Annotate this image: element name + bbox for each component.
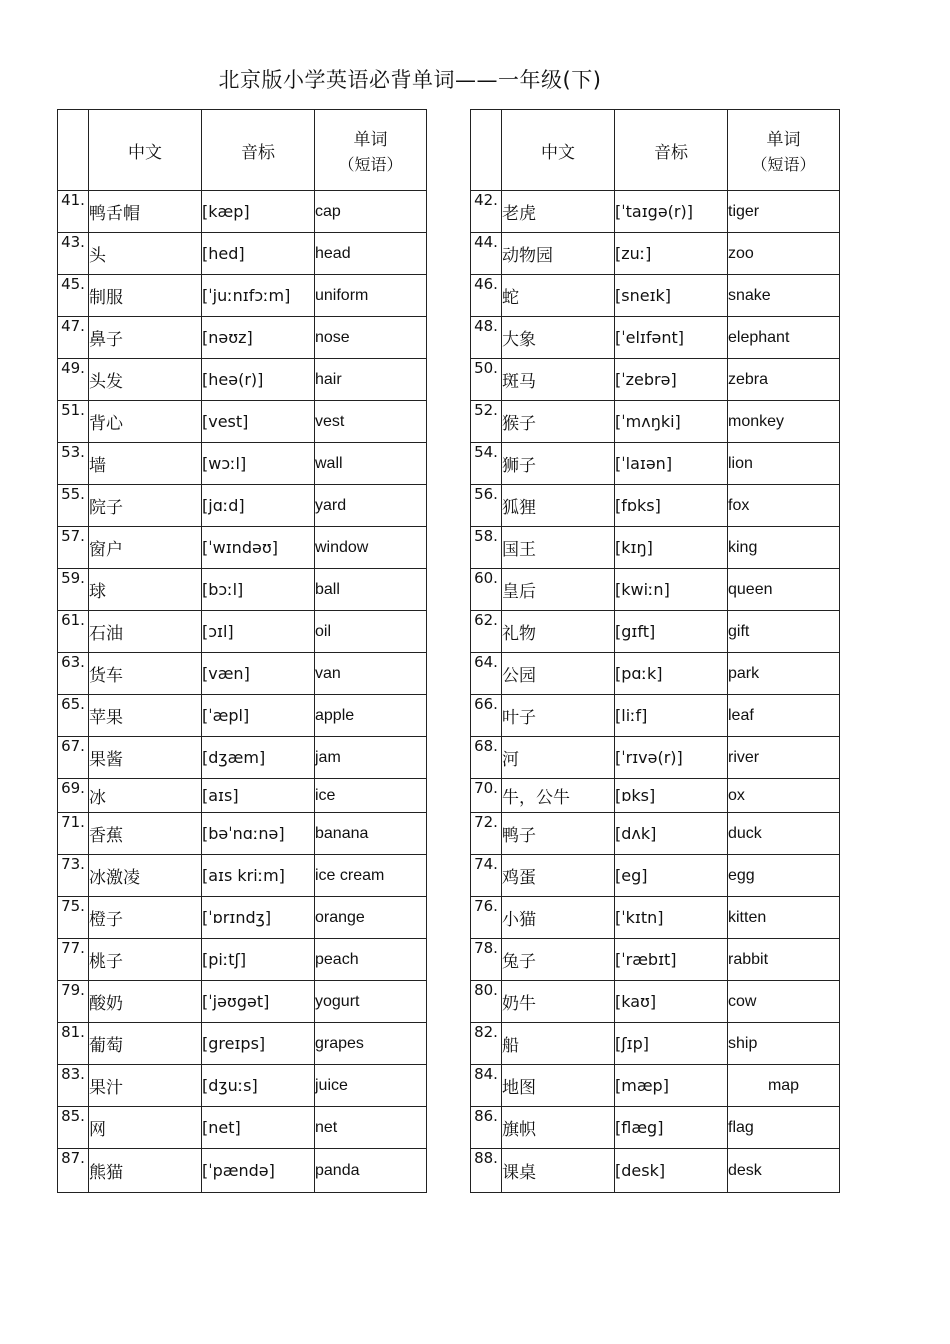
table-row — [471, 317, 840, 359]
row-number: 73. — [58, 855, 89, 897]
chinese-cell: 地图 — [502, 1065, 615, 1107]
word-cell: zoo — [728, 233, 840, 275]
chinese-cell: 鸡蛋 — [502, 855, 615, 897]
chinese-cell: 课桌 — [502, 1149, 615, 1193]
phonetic-cell: [zuː] — [615, 233, 728, 275]
phonetic-cell: [bəˈnɑːnə] — [202, 813, 315, 855]
word-cell: yard — [315, 485, 427, 527]
phonetic-cell: [ɔɪl] — [202, 611, 315, 653]
chinese-cell: 国王 — [502, 527, 615, 569]
row-number: 49. — [58, 359, 89, 401]
row-number: 45. — [58, 275, 89, 317]
table-row — [58, 317, 427, 359]
row-number: 71. — [58, 813, 89, 855]
phonetic-cell: [ˈrɪvə(r)] — [615, 737, 728, 779]
word-cell: cow — [728, 981, 840, 1023]
row-number: 46. — [471, 275, 502, 317]
table-row — [58, 611, 427, 653]
phonetic-cell: [ˈjuːnɪfɔːm] — [202, 275, 315, 317]
phonetic-cell: [kwiːn] — [615, 569, 728, 611]
phonetic-cell: [ˈlaɪən] — [615, 443, 728, 485]
phonetic-cell: [desk] — [615, 1149, 728, 1193]
phonetic-cell: [hed] — [202, 233, 315, 275]
chinese-cell: 货车 — [89, 653, 202, 695]
word-cell: rabbit — [728, 939, 840, 981]
table-row — [58, 1065, 427, 1107]
word-cell: desk — [728, 1149, 840, 1193]
word-cell: ball — [315, 569, 427, 611]
table-row — [58, 737, 427, 779]
chinese-cell: 酸奶 — [89, 981, 202, 1023]
chinese-cell: 葡萄 — [89, 1023, 202, 1065]
table-row — [58, 527, 427, 569]
phonetic-cell: [kæp] — [202, 191, 315, 233]
word-cell: juice — [315, 1065, 427, 1107]
phonetic-cell: [ɒks] — [615, 779, 728, 813]
word-cell: tiger — [728, 191, 840, 233]
table-row — [471, 695, 840, 737]
row-number: 78. — [471, 939, 502, 981]
word-cell: flag — [728, 1107, 840, 1149]
phonetic-cell: [væn] — [202, 653, 315, 695]
header-word-sub: （短语） — [338, 155, 403, 174]
chinese-cell: 桃子 — [89, 939, 202, 981]
table-row — [471, 855, 840, 897]
header-chinese: 中文 — [502, 110, 615, 191]
table-row — [471, 939, 840, 981]
word-cell: king — [728, 527, 840, 569]
word-cell: fox — [728, 485, 840, 527]
phonetic-cell: [sneɪk] — [615, 275, 728, 317]
table-row — [471, 359, 840, 401]
header-number — [58, 110, 89, 191]
table-header-row — [58, 110, 427, 191]
phonetic-cell: [flæg] — [615, 1107, 728, 1149]
chinese-cell: 斑马 — [502, 359, 615, 401]
phonetic-cell: [ˈpændə] — [202, 1149, 315, 1193]
phonetic-cell: [ˈtaɪgə(r)] — [615, 191, 728, 233]
table-row — [58, 855, 427, 897]
word-cell: nose — [315, 317, 427, 359]
word-cell: kitten — [728, 897, 840, 939]
vocab-table-left — [57, 109, 427, 1193]
phonetic-cell: [ˈɒrɪndʒ] — [202, 897, 315, 939]
table-header-row — [471, 110, 840, 191]
chinese-cell: 鼻子 — [89, 317, 202, 359]
chinese-cell: 船 — [502, 1023, 615, 1065]
table-row — [58, 779, 427, 813]
word-cell: ice cream — [315, 855, 427, 897]
phonetic-cell: [pɑːk] — [615, 653, 728, 695]
phonetic-cell: [ʃɪp] — [615, 1023, 728, 1065]
word-cell: ox — [728, 779, 840, 813]
word-cell: egg — [728, 855, 840, 897]
chinese-cell: 冰 — [89, 779, 202, 813]
header-word — [728, 110, 840, 191]
row-number: 61. — [58, 611, 89, 653]
row-number: 76. — [471, 897, 502, 939]
row-number: 66. — [471, 695, 502, 737]
table-row — [471, 653, 840, 695]
chinese-cell: 苹果 — [89, 695, 202, 737]
header-phonetic: 音标 — [202, 110, 315, 191]
word-cell: vest — [315, 401, 427, 443]
phonetic-cell: [kɪŋ] — [615, 527, 728, 569]
table-row — [58, 1107, 427, 1149]
table-row — [58, 275, 427, 317]
phonetic-cell: [heə(r)] — [202, 359, 315, 401]
word-cell: monkey — [728, 401, 840, 443]
row-number: 80. — [471, 981, 502, 1023]
row-number: 50. — [471, 359, 502, 401]
chinese-cell: 果酱 — [89, 737, 202, 779]
chinese-cell: 橙子 — [89, 897, 202, 939]
word-cell: net — [315, 1107, 427, 1149]
word-cell: panda — [315, 1149, 427, 1193]
table-row — [471, 1107, 840, 1149]
row-number: 85. — [58, 1107, 89, 1149]
phonetic-cell: [bɔːl] — [202, 569, 315, 611]
table-row — [471, 779, 840, 813]
chinese-cell: 老虎 — [502, 191, 615, 233]
word-cell: hair — [315, 359, 427, 401]
chinese-cell: 石油 — [89, 611, 202, 653]
table-row — [471, 191, 840, 233]
row-number: 44. — [471, 233, 502, 275]
table-row — [471, 897, 840, 939]
word-cell: window — [315, 527, 427, 569]
table-row — [58, 1023, 427, 1065]
word-cell: snake — [728, 275, 840, 317]
row-number: 58. — [471, 527, 502, 569]
row-number: 67. — [58, 737, 89, 779]
chinese-cell: 球 — [89, 569, 202, 611]
phonetic-cell: [ˈelɪfənt] — [615, 317, 728, 359]
phonetic-cell: [gɪft] — [615, 611, 728, 653]
word-cell: orange — [315, 897, 427, 939]
table-row — [471, 443, 840, 485]
chinese-cell: 礼物 — [502, 611, 615, 653]
chinese-cell: 猴子 — [502, 401, 615, 443]
chinese-cell: 冰激凌 — [89, 855, 202, 897]
row-number: 75. — [58, 897, 89, 939]
chinese-cell: 皇后 — [502, 569, 615, 611]
word-cell: ship — [728, 1023, 840, 1065]
phonetic-cell: [eg] — [615, 855, 728, 897]
row-number: 48. — [471, 317, 502, 359]
row-number: 55. — [58, 485, 89, 527]
word-cell: lion — [728, 443, 840, 485]
word-cell: jam — [315, 737, 427, 779]
phonetic-cell: [piːtʃ] — [202, 939, 315, 981]
row-number: 74. — [471, 855, 502, 897]
header-word-label: 单词 — [353, 130, 388, 150]
table-row — [471, 569, 840, 611]
phonetic-cell: [ˈwɪndəʊ] — [202, 527, 315, 569]
row-number: 41. — [58, 191, 89, 233]
table-row — [58, 401, 427, 443]
row-number: 62. — [471, 611, 502, 653]
row-number: 77. — [58, 939, 89, 981]
chinese-cell: 墙 — [89, 443, 202, 485]
row-number: 60. — [471, 569, 502, 611]
table-row — [471, 485, 840, 527]
phonetic-cell: [dʌk] — [615, 813, 728, 855]
table-row — [58, 359, 427, 401]
phonetic-cell: [ˈzebrə] — [615, 359, 728, 401]
row-number: 84. — [471, 1065, 502, 1107]
row-number: 63. — [58, 653, 89, 695]
phonetic-cell: [ˈkɪtn] — [615, 897, 728, 939]
chinese-cell: 背心 — [89, 401, 202, 443]
word-cell: gift — [728, 611, 840, 653]
word-cell: duck — [728, 813, 840, 855]
vocab-table-right — [470, 109, 840, 1193]
table-row — [58, 569, 427, 611]
phonetic-cell: [ˈjəʊgət] — [202, 981, 315, 1023]
header-word-label: 单词 — [766, 130, 801, 150]
phonetic-cell: [mæp] — [615, 1065, 728, 1107]
row-number: 82. — [471, 1023, 502, 1065]
table-row — [58, 695, 427, 737]
chinese-cell: 香蕉 — [89, 813, 202, 855]
chinese-cell: 河 — [502, 737, 615, 779]
phonetic-cell: [fɒks] — [615, 485, 728, 527]
table-row — [471, 401, 840, 443]
row-number: 57. — [58, 527, 89, 569]
phonetic-cell: [kaʊ] — [615, 981, 728, 1023]
chinese-cell: 狐狸 — [502, 485, 615, 527]
phonetic-cell: [vest] — [202, 401, 315, 443]
word-cell: grapes — [315, 1023, 427, 1065]
word-cell: apple — [315, 695, 427, 737]
row-number: 42. — [471, 191, 502, 233]
word-cell: van — [315, 653, 427, 695]
phonetic-cell: [ˈmʌŋki] — [615, 401, 728, 443]
chinese-cell: 制服 — [89, 275, 202, 317]
chinese-cell: 叶子 — [502, 695, 615, 737]
row-number: 51. — [58, 401, 89, 443]
table-row — [58, 897, 427, 939]
word-cell: banana — [315, 813, 427, 855]
chinese-cell: 大象 — [502, 317, 615, 359]
table-row — [58, 939, 427, 981]
phonetic-cell: [liːf] — [615, 695, 728, 737]
table-row — [58, 233, 427, 275]
row-number: 47. — [58, 317, 89, 359]
table-row — [58, 191, 427, 233]
row-number: 54. — [471, 443, 502, 485]
table-row — [58, 653, 427, 695]
phonetic-cell: [dʒuːs] — [202, 1065, 315, 1107]
phonetic-cell: [dʒæm] — [202, 737, 315, 779]
page-title: 北京版小学英语必背单词——一年级(下) — [218, 68, 602, 92]
chinese-cell: 窗户 — [89, 527, 202, 569]
table-row — [471, 813, 840, 855]
phonetic-cell: [ˈræbɪt] — [615, 939, 728, 981]
table-row — [58, 1149, 427, 1193]
chinese-cell: 牛，公牛 — [502, 779, 615, 813]
table-row — [471, 1065, 840, 1107]
row-number: 68. — [471, 737, 502, 779]
row-number: 70. — [471, 779, 502, 813]
chinese-cell: 动物园 — [502, 233, 615, 275]
table-row — [58, 485, 427, 527]
row-number: 65. — [58, 695, 89, 737]
chinese-cell: 兔子 — [502, 939, 615, 981]
table-row — [471, 527, 840, 569]
chinese-cell: 蛇 — [502, 275, 615, 317]
row-number: 52. — [471, 401, 502, 443]
phonetic-cell: [ˈæpl] — [202, 695, 315, 737]
row-number: 79. — [58, 981, 89, 1023]
chinese-cell: 鸭舌帽 — [89, 191, 202, 233]
word-cell: oil — [315, 611, 427, 653]
table-row — [58, 443, 427, 485]
word-cell: uniform — [315, 275, 427, 317]
word-cell: wall — [315, 443, 427, 485]
word-cell: zebra — [728, 359, 840, 401]
table-row — [58, 813, 427, 855]
word-cell: map — [728, 1065, 840, 1107]
phonetic-cell: [net] — [202, 1107, 315, 1149]
row-number: 86. — [471, 1107, 502, 1149]
row-number: 83. — [58, 1065, 89, 1107]
phonetic-cell: [jɑːd] — [202, 485, 315, 527]
row-number: 81. — [58, 1023, 89, 1065]
word-cell: head — [315, 233, 427, 275]
table-row — [471, 1149, 840, 1193]
chinese-cell: 鸭子 — [502, 813, 615, 855]
row-number: 88. — [471, 1149, 502, 1193]
phonetic-cell: [aɪs] — [202, 779, 315, 813]
row-number: 72. — [471, 813, 502, 855]
row-number: 87. — [58, 1149, 89, 1193]
header-number — [471, 110, 502, 191]
chinese-cell: 旗帜 — [502, 1107, 615, 1149]
row-number: 53. — [58, 443, 89, 485]
phonetic-cell: [greɪps] — [202, 1023, 315, 1065]
chinese-cell: 网 — [89, 1107, 202, 1149]
header-chinese: 中文 — [89, 110, 202, 191]
chinese-cell: 小猫 — [502, 897, 615, 939]
table-row — [471, 737, 840, 779]
header-phonetic: 音标 — [615, 110, 728, 191]
chinese-cell: 公园 — [502, 653, 615, 695]
chinese-cell: 果汁 — [89, 1065, 202, 1107]
word-cell: river — [728, 737, 840, 779]
table-row — [471, 981, 840, 1023]
word-cell: park — [728, 653, 840, 695]
chinese-cell: 头发 — [89, 359, 202, 401]
phonetic-cell: [nəʊz] — [202, 317, 315, 359]
word-cell: yogurt — [315, 981, 427, 1023]
header-word-sub: （短语） — [751, 155, 816, 174]
word-cell: peach — [315, 939, 427, 981]
phonetic-cell: [wɔːl] — [202, 443, 315, 485]
word-cell: leaf — [728, 695, 840, 737]
phonetic-cell: [aɪs kriːm] — [202, 855, 315, 897]
word-cell: elephant — [728, 317, 840, 359]
chinese-cell: 熊猫 — [89, 1149, 202, 1193]
table-row — [471, 1023, 840, 1065]
word-cell: ice — [315, 779, 427, 813]
word-cell: queen — [728, 569, 840, 611]
row-number: 59. — [58, 569, 89, 611]
chinese-cell: 奶牛 — [502, 981, 615, 1023]
chinese-cell: 头 — [89, 233, 202, 275]
chinese-cell: 院子 — [89, 485, 202, 527]
table-row — [58, 981, 427, 1023]
row-number: 56. — [471, 485, 502, 527]
row-number: 43. — [58, 233, 89, 275]
row-number: 64. — [471, 653, 502, 695]
word-cell: cap — [315, 191, 427, 233]
row-number: 69. — [58, 779, 89, 813]
chinese-cell: 狮子 — [502, 443, 615, 485]
table-row — [471, 611, 840, 653]
table-row — [471, 275, 840, 317]
header-word — [315, 110, 427, 191]
table-row — [471, 233, 840, 275]
